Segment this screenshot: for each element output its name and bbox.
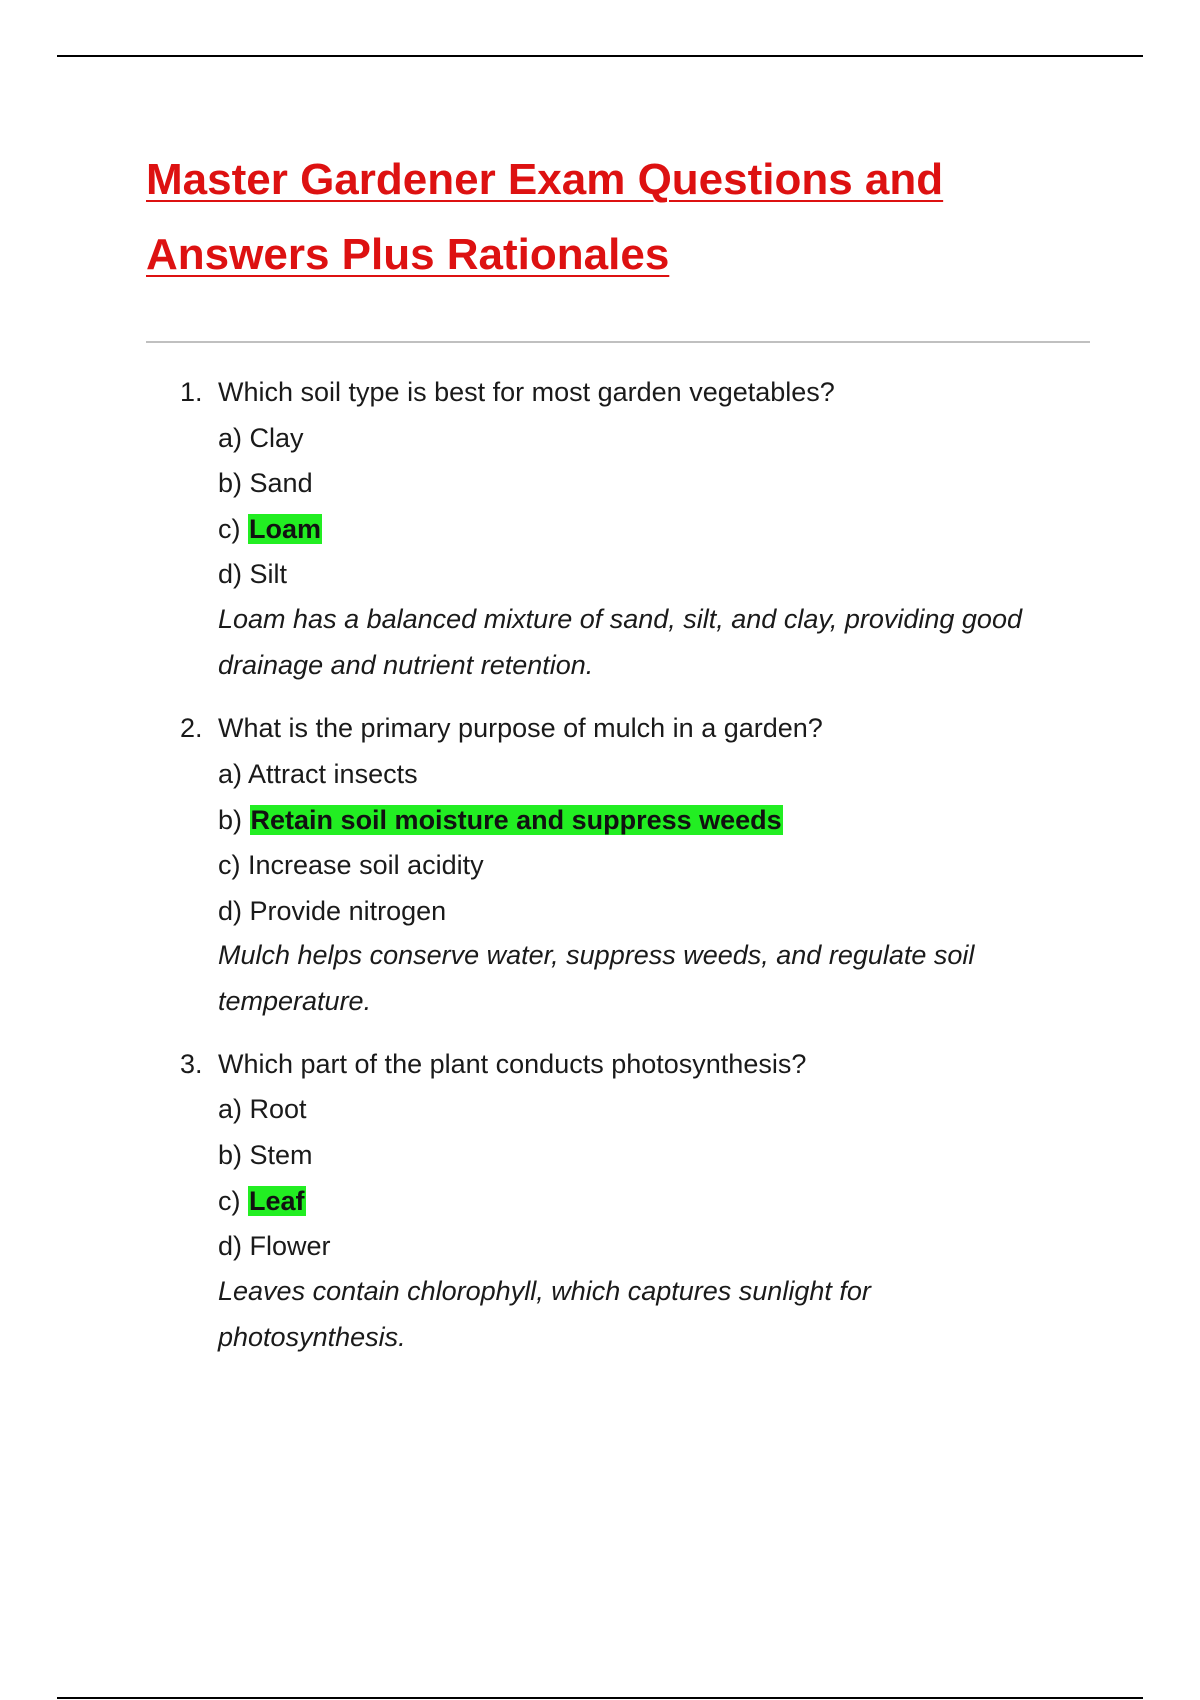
- option-letter: a): [218, 759, 243, 789]
- page-bottom-rule: [57, 1697, 1143, 1699]
- question-number: 3.: [180, 1049, 203, 1079]
- option-letter: a): [218, 1094, 243, 1124]
- page-top-rule: [57, 55, 1143, 57]
- correct-answer-highlight: Retain soil moisture and suppress weeds: [250, 805, 782, 835]
- option-letter: b): [218, 468, 243, 498]
- option-text: Provide nitrogen: [249, 896, 447, 926]
- option-text: Attract insects: [248, 759, 418, 789]
- option-text: Flower: [249, 1231, 331, 1261]
- option-d: [218, 557, 287, 591]
- option-b: [218, 466, 313, 500]
- option-text: Silt: [249, 559, 288, 589]
- option-letter: a): [218, 423, 243, 453]
- question-text: [180, 711, 823, 745]
- title-line-2: Answers Plus Rationales: [146, 230, 670, 279]
- option-letter: c): [218, 850, 241, 880]
- option-a: [218, 1092, 307, 1126]
- option-text: Sand: [249, 468, 313, 498]
- option-letter: d): [218, 896, 243, 926]
- document-title: [146, 142, 1096, 292]
- option-c-correct: [218, 1184, 306, 1218]
- option-letter: c): [218, 514, 241, 544]
- rationale: Loam has a balanced mixture of sand, silt, and clay, providing good drainage and nutrient retention.: [218, 604, 1022, 680]
- question-text: [180, 1047, 806, 1081]
- rationale: Leaves contain chlorophyll, which captures sunlight for photosynthesis.: [218, 1276, 871, 1352]
- question-number: 1.: [180, 377, 203, 407]
- option-a: [218, 421, 304, 455]
- correct-answer-highlight: Leaf: [249, 1186, 305, 1216]
- title-line-1: Master Gardener Exam Questions and: [146, 155, 944, 204]
- question-text: [180, 375, 835, 409]
- question-stem: Which soil type is best for most garden vegetables?: [218, 377, 835, 407]
- option-d: [218, 1229, 331, 1263]
- question-number: 2.: [180, 713, 203, 743]
- option-letter: c): [218, 1186, 241, 1216]
- option-text: Increase soil acidity: [248, 850, 484, 880]
- option-d: [218, 894, 446, 928]
- option-letter: b): [218, 805, 243, 835]
- option-letter: d): [218, 1231, 243, 1261]
- option-b-correct: [218, 803, 783, 837]
- option-text: Clay: [249, 423, 304, 453]
- rationale: Mulch helps conserve water, suppress weeds, and regulate soil temperature.: [218, 940, 975, 1016]
- option-text: Root: [249, 1094, 307, 1124]
- option-b: [218, 1138, 313, 1172]
- question-stem: Which part of the plant conducts photosynthesis?: [218, 1049, 807, 1079]
- option-c: [218, 848, 484, 882]
- option-a: [218, 757, 418, 791]
- option-letter: b): [218, 1140, 243, 1170]
- correct-answer-highlight: Loam: [249, 514, 322, 544]
- question-stem: What is the primary purpose of mulch in a garden?: [218, 713, 823, 743]
- option-text: Stem: [249, 1140, 313, 1170]
- option-c-correct: [218, 512, 322, 546]
- title-divider: [146, 341, 1090, 343]
- option-letter: d): [218, 559, 243, 589]
